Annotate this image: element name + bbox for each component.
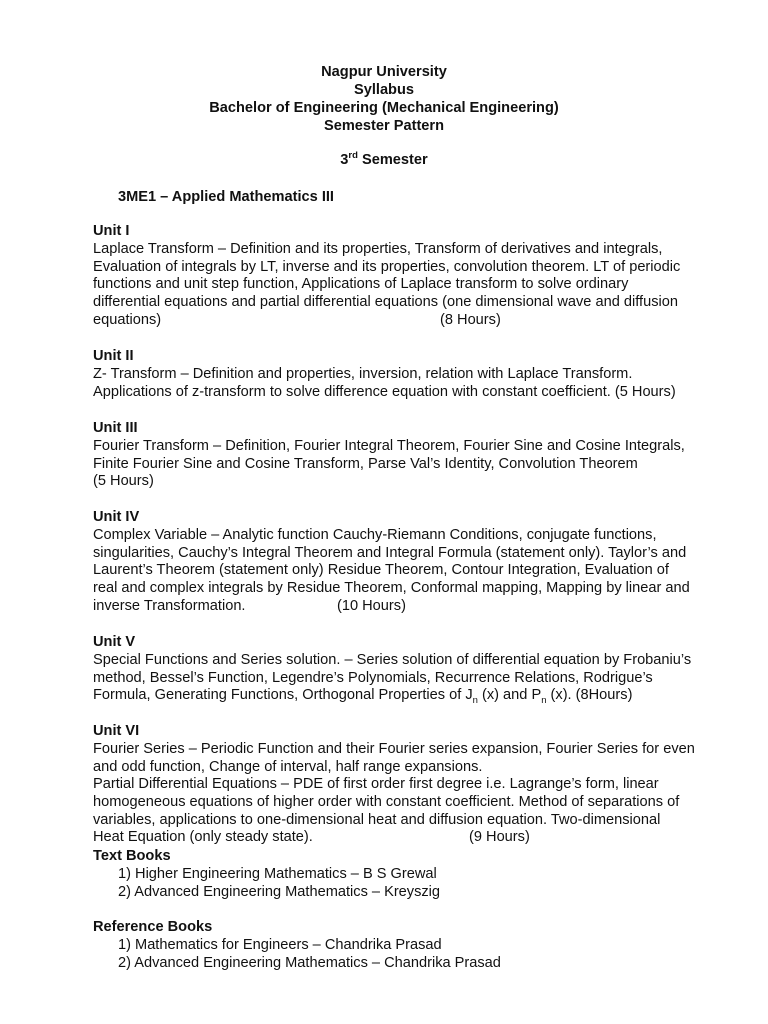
unit-5-line: method, Bessel’s Function, Legendre’s Polynomials, Recurrence Relations, Rodrigue’s: [93, 669, 653, 686]
unit-4-title: Unit IV: [93, 509, 140, 525]
unit-4-line: real and complex integrals by Residue Theorem, Conformal mapping, Mapping by linear and: [93, 580, 690, 597]
unit-5-line: Special Functions and Series solution. – Series solution of differential equation by Frobaniu’s: [93, 652, 692, 668]
unit-2-body: [93, 366, 743, 401]
unit-4-line: singularities, Cauchy’s Integral Theorem and Integral Formula (statement only). Taylor’s and: [93, 544, 687, 561]
text-books-list: [118, 866, 440, 901]
pattern-name: Semester Pattern: [323, 118, 445, 134]
unit-6-line: and odd function, Change of interval, half range expansions.: [93, 758, 483, 775]
unit-1-line: Laplace Transform – Definition and its properties, Transform of derivatives and integrals,: [93, 241, 663, 257]
list-item: 2) Advanced Engineering Mathematics – Kreyszig: [118, 883, 441, 900]
unit-6-line: variables, applications to one-dimensional heat and diffusion equation. Two-dimensional: [93, 811, 661, 828]
program-name: Bachelor of Engineering (Mechanical Engineering): [209, 100, 559, 116]
unit-2-title: Unit II: [93, 348, 134, 364]
reference-books-list: [118, 937, 501, 972]
unit-3-body: [93, 438, 743, 491]
document-type: Syllabus: [353, 82, 415, 98]
unit-3-line: (5 Hours): [93, 473, 154, 490]
semester-ordinal: rd: [348, 150, 358, 162]
unit-4-hours: (10 Hours): [337, 597, 406, 614]
unit-1-line: differential equations and partial differential equations (one dimensional wave and diffusion: [93, 294, 678, 311]
unit-4-body: [93, 527, 743, 615]
unit-6-body: [93, 741, 743, 847]
semester-heading: [0, 152, 768, 170]
unit-6-line: Fourier Series – Periodic Function and their Fourier series expansion, Fourier Series for even: [93, 741, 695, 757]
unit-5-title: Unit V: [93, 634, 136, 650]
unit-1-hours: (8 Hours): [440, 311, 501, 328]
semester-word: Semester: [361, 152, 428, 168]
reference-books-title: Reference Books: [93, 919, 213, 935]
unit-1-line: Evaluation of integrals by LT, inverse and its properties, convolution theorem. LT of periodic: [93, 258, 681, 275]
unit-6-line: homogeneous equations of higher order with constant coefficient. Method of separations of: [93, 794, 680, 811]
unit-4-line: inverse Transformation.: [93, 597, 246, 614]
list-item: 2) Advanced Engineering Mathematics – Chandrika Prasad: [118, 954, 501, 971]
unit-5-body: [93, 652, 743, 705]
unit-1-line: functions and unit step function, Applications of Laplace transform to solve ordinary: [93, 276, 629, 293]
unit-2-line: Z- Transform – Definition and properties, inversion, relation with Laplace Transform.: [93, 366, 633, 382]
unit-6-hours: (9 Hours): [469, 829, 530, 846]
unit-6-line: Heat Equation (only steady state).: [93, 829, 313, 846]
university-name: Nagpur University: [321, 64, 447, 80]
unit-3-title: Unit III: [93, 420, 138, 436]
list-item: 1) Mathematics for Engineers – Chandrika Prasad: [118, 937, 442, 953]
semester-number: 3: [340, 152, 349, 168]
unit-1-title: Unit I: [93, 223, 130, 239]
unit-6-title: Unit VI: [93, 723, 140, 739]
unit-3-line: Finite Fourier Sine and Cosine Transform, Parse Val’s Identity, Convolution Theorem: [93, 455, 638, 472]
unit-2-line: Applications of z-transform to solve difference equation with constant coefficient. (5 Hours): [93, 383, 676, 400]
unit-5-line: Formula, Generating Functions, Orthogonal Properties of $J_n$ (x) and $P_n$ (x). (8Hours): [93, 687, 633, 707]
unit-4-line: Complex Variable – Analytic function Cauchy-Riemann Conditions, conjugate functions,: [93, 527, 657, 543]
unit-6-line: Partial Differential Equations – PDE of first order first degree i.e. Lagrange’s form, linear: [93, 776, 659, 793]
text-books-title: Text Books: [93, 848, 171, 864]
unit-4-line: Laurent’s Theorem (statement only) Residue Theorem, Contour Integration, Evaluation of: [93, 562, 669, 579]
course-title: 3ME1 – Applied Mathematics III: [118, 189, 334, 205]
unit-3-line: Fourier Transform – Definition, Fourier Integral Theorem, Fourier Sine and Cosine Integrals,: [93, 438, 685, 454]
unit-1-line: equations): [93, 311, 162, 328]
list-item: 1) Higher Engineering Mathematics – B S Grewal: [118, 866, 437, 882]
unit-1-body: [93, 241, 743, 329]
